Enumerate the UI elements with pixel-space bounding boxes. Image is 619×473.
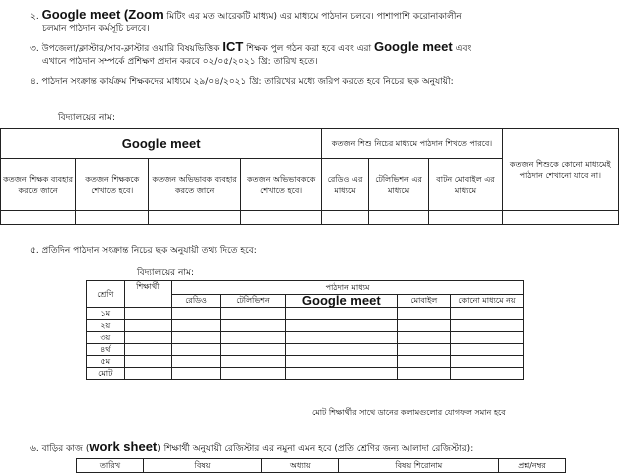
point-2-rest: মিটিং এর মত আরেকটি মাধ্যম) এর মাধ্যমে পাঠদান চলবে। পাশাপাশি করোনাকালীন: [163, 12, 462, 22]
col-guardians-teach: কতজন অভিভাবককে শেখাতে হবে।: [240, 159, 321, 211]
point-3-a: ৩. উপজেলা/ক্লাস্টার/সাব-ক্লাস্টার ওয়ারি বিষয়ভিত্তিক: [30, 44, 223, 54]
point-6-worksheet: work sheet: [89, 440, 158, 454]
cell-blank[interactable]: [124, 320, 171, 332]
cell-blank[interactable]: [124, 368, 171, 380]
point-2-line-2: চলমান পাঠদান কর্মসূচি চলবে।: [42, 24, 150, 34]
col-television: টেলিভিশন এর মাধ্যমে: [368, 159, 429, 211]
cell-blank[interactable]: [221, 308, 286, 320]
cell-blank[interactable]: [450, 368, 523, 380]
col-mobile-2: মোবাইল: [397, 294, 450, 308]
cell-blank[interactable]: [450, 308, 523, 320]
cell-blank[interactable]: [221, 320, 286, 332]
cell-blank[interactable]: [322, 211, 368, 225]
school-name-label-1: বিদ্যালয়ের নাম:: [58, 113, 115, 123]
point-2-google-meet: Google meet (Zoom: [41, 8, 164, 22]
col-chapter: অধ্যায়: [262, 459, 339, 473]
col-topic: বিষয় শিরোনাম: [339, 459, 499, 473]
cell-blank[interactable]: [285, 308, 397, 320]
cell-blank[interactable]: [172, 368, 221, 380]
cell-blank[interactable]: [450, 332, 523, 344]
group-teaching-medium: পাঠদান মাধ্যম: [172, 281, 524, 295]
cell-blank[interactable]: [172, 332, 221, 344]
cell-blank[interactable]: [172, 308, 221, 320]
cell-blank[interactable]: [397, 356, 450, 368]
cell-blank[interactable]: [450, 320, 523, 332]
row-class-4: ৪র্থ: [87, 344, 125, 356]
col-button-mobile: বাটন মোবাইল এর মাধ্যমে: [429, 159, 502, 211]
point-5-line: ৫. প্রতিদিন পাঠদান সংক্রান্ত নিচের ছক অনুযায়ী তথ্য দিতে হবে:: [30, 246, 257, 256]
point-3-line-2: এখানে পাঠদান সম্পর্কে প্রশিক্ষণ প্রদান করবে ০২/০৫/২০২১ খ্রি: তারিখ হতে।: [42, 57, 318, 67]
col-students: শিক্ষার্থী: [124, 281, 171, 308]
cell-blank[interactable]: [368, 211, 429, 225]
cell-blank[interactable]: [76, 211, 149, 225]
point-3-line-1: [30, 40, 611, 56]
row-class-2: ২য়: [87, 320, 125, 332]
point-6-prefix: ৬. বাড়ির কাজ (: [30, 444, 90, 454]
group-no-medium: কতজন শিশুকে কোনো মাধ্যমেই পাঠদান শেখানো যাবে না।: [502, 129, 618, 211]
cell-blank[interactable]: [502, 211, 618, 225]
point-4-line: ৪. পাঠদান সংক্রান্ত কার্যক্রম শিক্ষকদের মাধ্যমে ২৯/০৪/২০২১ খ্রি: তারিখের মধ্যে জরিপ করতে হবে নিচের ছক অনুযায়ী:: [30, 77, 454, 87]
point-6-rest: ) শিক্ষার্থী অনুযায়ী রেজিস্টার এর নমুনা এমন হবে (প্রতি শ্রেণির জন্য আলাদা রেজিস্টার):: [157, 444, 474, 454]
cell-blank[interactable]: [124, 356, 171, 368]
col-none-2: কোনো মাধ্যমে নয়: [450, 294, 523, 308]
group-google-meet: Google meet: [1, 129, 322, 159]
cell-blank[interactable]: [285, 356, 397, 368]
cell-blank[interactable]: [397, 320, 450, 332]
cell-blank[interactable]: [1, 211, 76, 225]
col-google-meet-2: Google meet: [285, 294, 397, 308]
cell-blank[interactable]: [285, 344, 397, 356]
cell-blank[interactable]: [221, 356, 286, 368]
cell-blank[interactable]: [149, 211, 241, 225]
school-name-label-2: বিদ্যালয়ের নাম:: [137, 268, 194, 278]
point-3-google-meet: Google meet: [373, 40, 453, 54]
row-class-5: ৫ম: [87, 356, 125, 368]
point-3-c: এবং: [452, 44, 472, 54]
cell-blank[interactable]: [221, 344, 286, 356]
cell-blank[interactable]: [221, 368, 286, 380]
cell-blank[interactable]: [124, 308, 171, 320]
cell-blank[interactable]: [450, 344, 523, 356]
cut-off-top-line: [30, 0, 611, 7]
col-guardians-know: কতজন অভিভাবক ব্যবহার করতে জানে: [149, 159, 241, 211]
cell-blank[interactable]: [124, 344, 171, 356]
survey-table: [0, 128, 619, 225]
cell-blank[interactable]: [397, 332, 450, 344]
col-radio-2: রেডিও: [172, 294, 221, 308]
cell-blank[interactable]: [172, 344, 221, 356]
group-learning-medium: কতজন শিশু নিচের মাধ্যমে পাঠদান শিখতে পারবে।: [322, 129, 502, 159]
daily-class-table: [86, 280, 524, 380]
cell-blank[interactable]: [221, 332, 286, 344]
cell-blank[interactable]: [124, 332, 171, 344]
col-class: শ্রেণি: [87, 281, 125, 308]
row-class-1: ১ম: [87, 308, 125, 320]
col-subject: বিষয়: [143, 459, 261, 473]
point-3-b: শিক্ষক পুল গঠন করা হবে এবং এরা: [243, 44, 374, 54]
cell-blank[interactable]: [285, 320, 397, 332]
point-2-prefix: ২.: [30, 12, 42, 22]
col-teachers-teach: কতজন শিক্ষককে শেখাতে হবে।: [76, 159, 149, 211]
cell-blank[interactable]: [397, 344, 450, 356]
cell-blank[interactable]: [285, 368, 397, 380]
cell-blank[interactable]: [285, 332, 397, 344]
cell-blank[interactable]: [429, 211, 502, 225]
point-2-line-1: [30, 8, 611, 24]
col-question: প্রশ্ন/নম্বর: [499, 459, 566, 473]
cell-blank[interactable]: [172, 356, 221, 368]
cell-blank[interactable]: [397, 368, 450, 380]
col-date: তারিখ: [77, 459, 144, 473]
row-total: মোট: [87, 368, 125, 380]
col-television-2: টেলিভিশন: [221, 294, 286, 308]
col-teachers-know: কতজন শিক্ষক ব্যবহার করতে জানে: [1, 159, 76, 211]
point-3-ict: ICT: [222, 40, 244, 54]
cell-blank[interactable]: [240, 211, 321, 225]
row-class-3: ৩য়: [87, 332, 125, 344]
col-radio: রেডিও এর মাধ্যমে: [322, 159, 368, 211]
sum-note: মোট শিক্ষার্থীর সাথে ডানের কলামগুলোর যোগফল সমান হবে: [312, 408, 506, 417]
cell-blank[interactable]: [450, 356, 523, 368]
worksheet-register-table: [76, 458, 566, 473]
point-6-line: [30, 440, 611, 456]
cell-blank[interactable]: [172, 320, 221, 332]
cell-blank[interactable]: [397, 308, 450, 320]
